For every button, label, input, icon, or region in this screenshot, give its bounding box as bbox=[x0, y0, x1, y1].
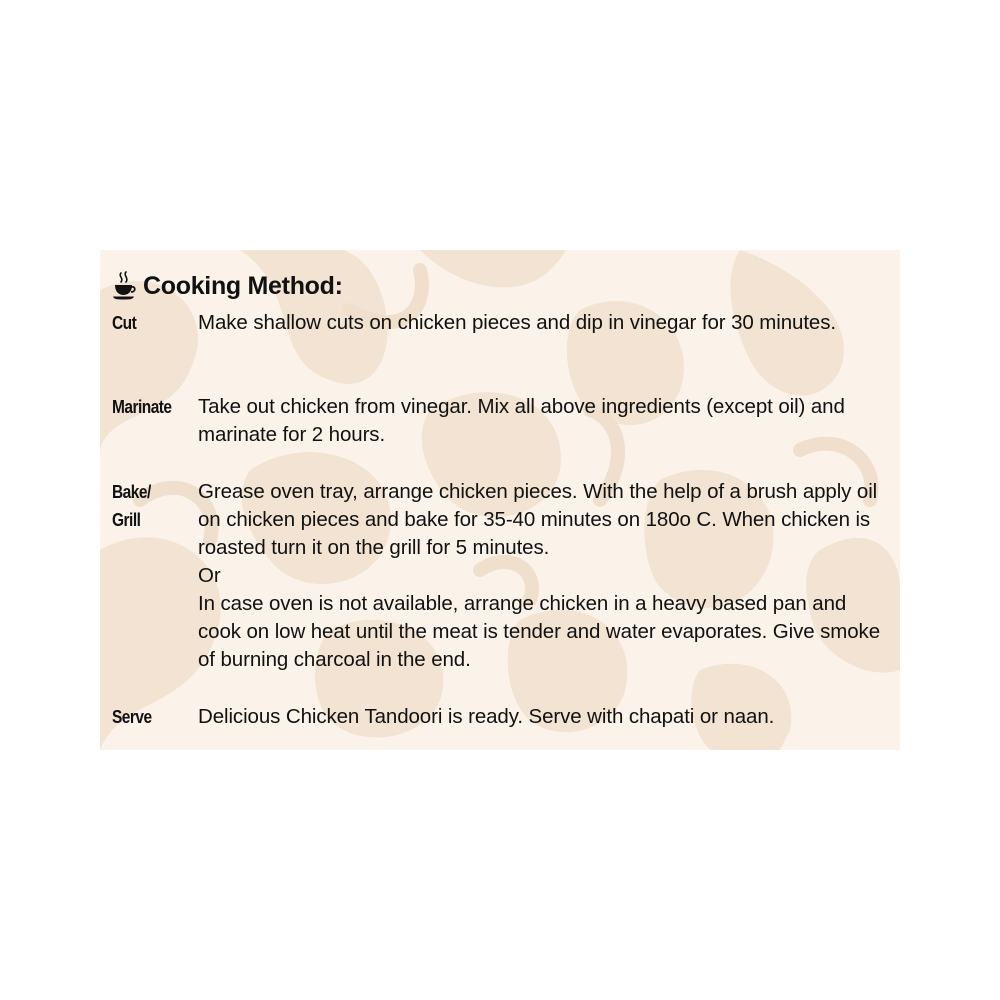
step-text-paragraph: Take out chicken from vinegar. Mix all above ingredients (except oil) and marinate for 2 hours. bbox=[198, 395, 845, 446]
step-label: Serve bbox=[112, 707, 152, 727]
step-label: Marinate bbox=[112, 397, 172, 417]
section-heading bbox=[112, 271, 343, 301]
step-text bbox=[198, 393, 888, 449]
section-title: Cooking Method: bbox=[143, 271, 343, 300]
step-or-separator: Or bbox=[198, 564, 221, 587]
step-text bbox=[198, 309, 888, 337]
step-text-paragraph: Grease oven tray, arrange chicken pieces. With the help of a brush apply oil on chicken pieces and bake for 35-40 minutes on 180o C. When chicken is roasted turn it on the grill for 5 minutes. bbox=[198, 480, 878, 559]
cooking-method-section bbox=[100, 250, 900, 750]
step-text bbox=[198, 478, 888, 674]
step-label: Bake/ Grill bbox=[112, 482, 151, 530]
steaming-cup-icon bbox=[112, 271, 138, 301]
step-text-paragraph: Make shallow cuts on chicken pieces and dip in vinegar for 30 minutes. bbox=[198, 311, 836, 334]
step-text-paragraph: Delicious Chicken Tandoori is ready. Serve with chapati or naan. bbox=[198, 705, 775, 728]
step-text bbox=[198, 703, 888, 731]
step-label: Cut bbox=[112, 313, 137, 333]
step-alternative-paragraph: In case oven is not available, arrange chicken in a heavy based pan and cook on low heat until the meat is tender and water evaporates. Give smoke of burning charcoal in the end. bbox=[198, 592, 881, 671]
recipe-card bbox=[100, 250, 900, 750]
